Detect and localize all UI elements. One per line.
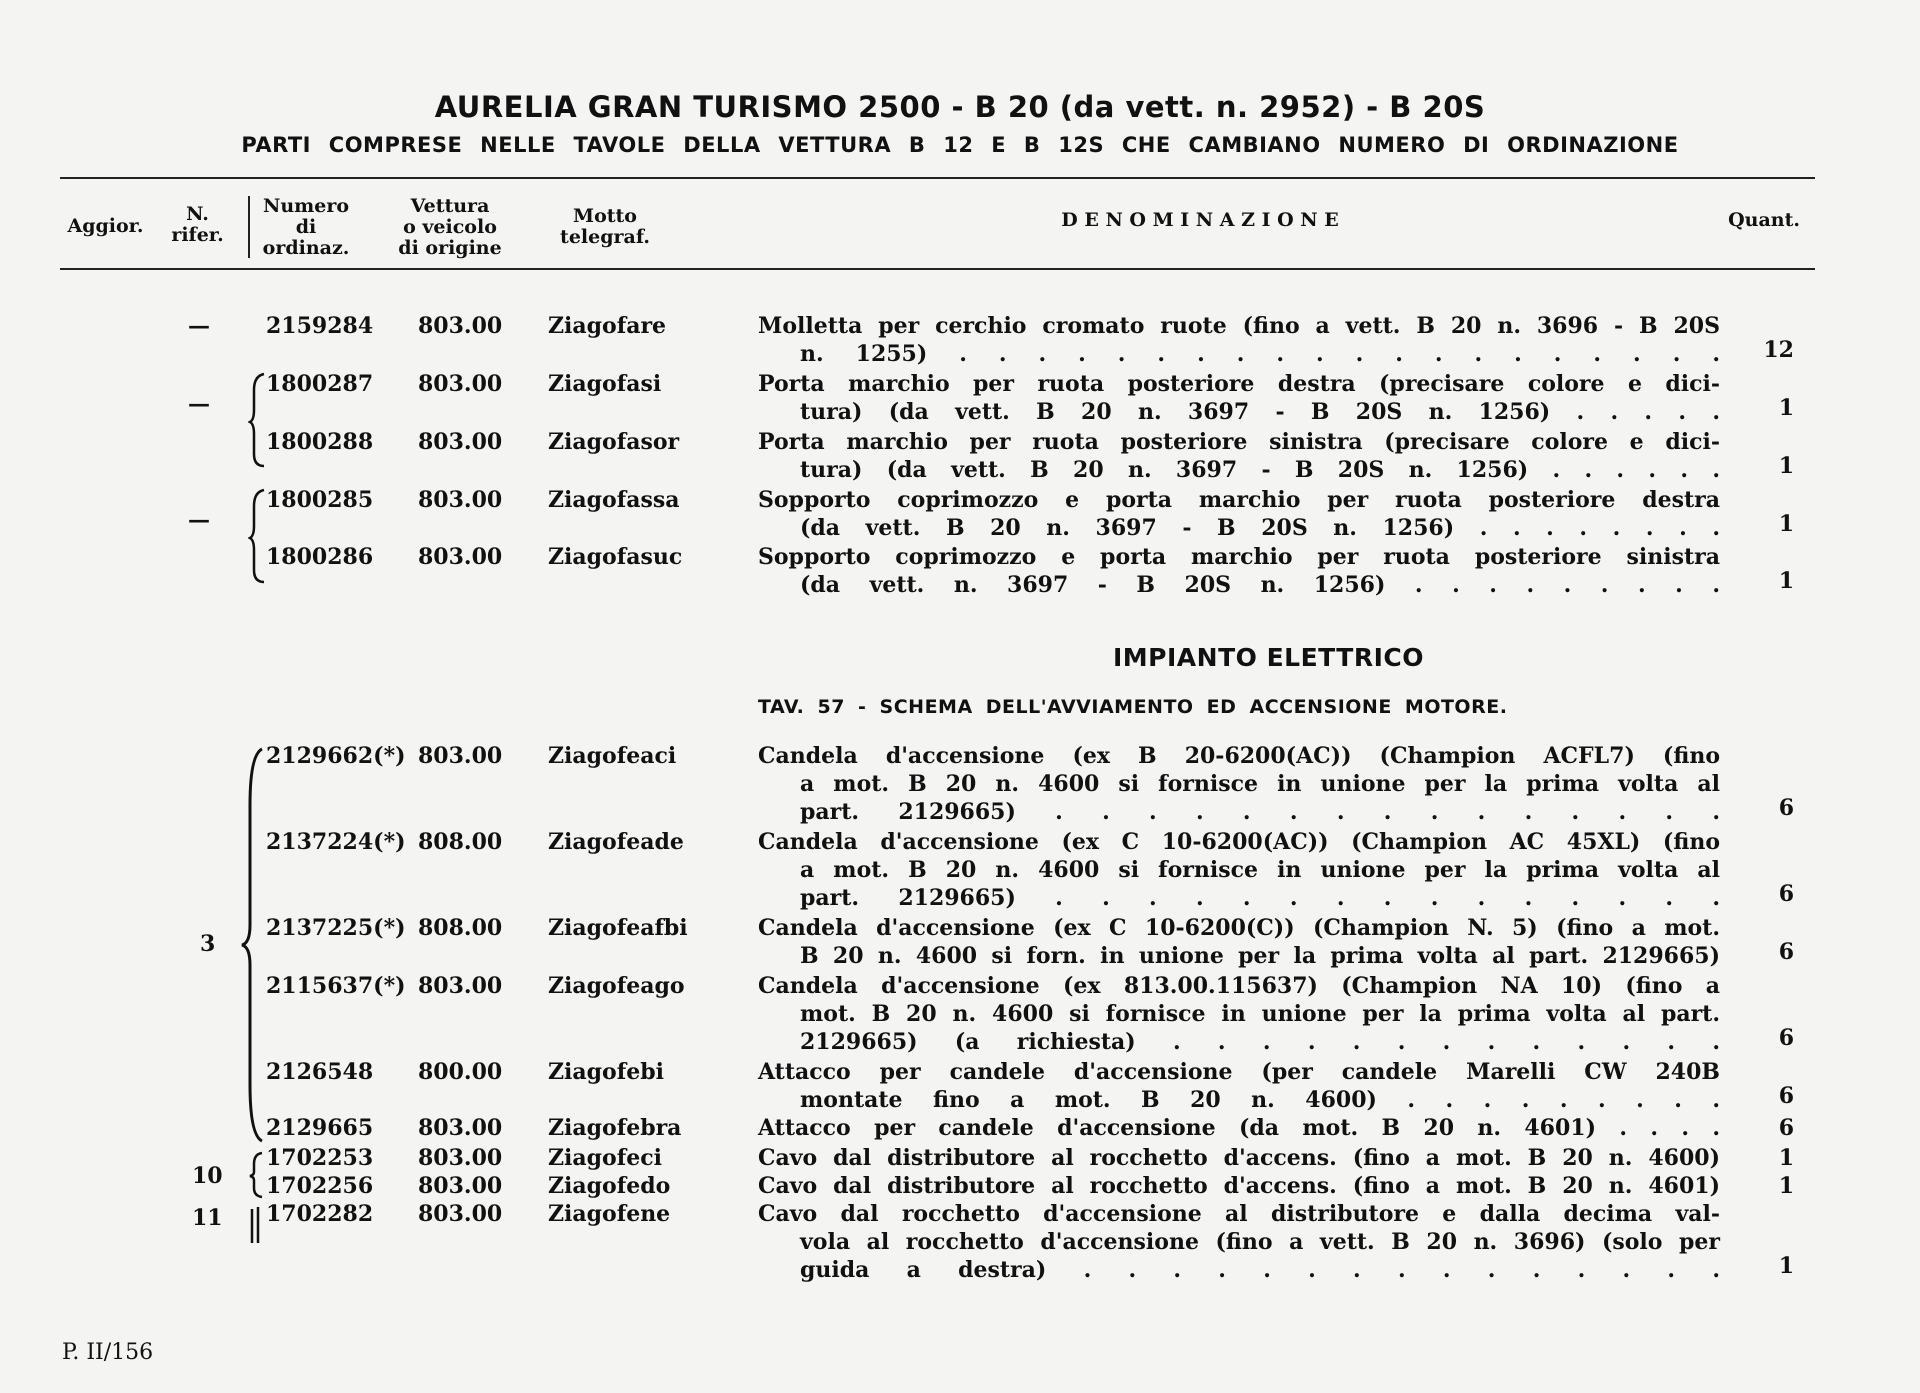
part-description <box>758 428 1720 484</box>
part-number: 2129665 <box>266 1115 374 1141</box>
description-line: Molletta per cerchio cromato ruote (fino a vett. B 20 n. 3696 - B 20S <box>758 313 1720 339</box>
vehicle-code: 803.00 <box>418 487 503 513</box>
vehicle-code: 803.00 <box>418 371 503 397</box>
part-description <box>758 1200 1720 1284</box>
part-number: 2159284 <box>266 313 374 339</box>
telegraph-code: Ziagofasuc <box>548 544 683 570</box>
quantity: 1 <box>1778 453 1794 479</box>
part-description <box>758 828 1720 912</box>
description-line: Cavo dal rocchetto d'accensione al distributore e dalla decima val- <box>758 1201 1720 1227</box>
part-number: 2129662(*) <box>266 743 406 769</box>
description-line: Candela d'accensione (ex B 20-6200(AC)) (Champion ACFL7) (fino <box>758 743 1720 769</box>
quantity: 1 <box>1778 568 1794 594</box>
telegraph-code: Ziagofasi <box>548 371 662 397</box>
part-description <box>758 914 1720 970</box>
quantity: 1 <box>1778 1253 1794 1279</box>
description-line: Sopporto coprimozzo e porta marchio per ruota posteriore destra <box>758 487 1720 513</box>
vehicle-code: 803.00 <box>418 544 503 570</box>
description-line: guida a destra) . . . . . . . . . . . . . . . <box>800 1257 1720 1283</box>
col-aggior: Aggior. <box>67 215 144 237</box>
part-number: 2137225(*) <box>266 915 406 941</box>
description-line: Attacco per candele d'accensione (per candele Marelli CW 240B <box>758 1059 1720 1085</box>
quantity: 12 <box>1763 337 1794 363</box>
description-line: Porta marchio per ruota posteriore destra (precisare colore e dici- <box>758 371 1720 397</box>
rifer-group-3: 3 <box>200 931 216 957</box>
description-line: part. 2129665) . . . . . . . . . . . . . . . <box>800 885 1720 911</box>
quantity: 6 <box>1778 881 1794 907</box>
vehicle-code: 803.00 <box>418 1201 503 1227</box>
vehicle-code: 803.00 <box>418 973 503 999</box>
part-number: 1800286 <box>266 544 374 570</box>
group-brace-large <box>238 745 268 1145</box>
group-bar <box>246 1205 266 1245</box>
vehicle-code: 808.00 <box>418 829 503 855</box>
description-line: 2129665) (a richiesta) . . . . . . . . . . . . . <box>800 1029 1720 1055</box>
part-number: 2137224(*) <box>266 829 406 855</box>
description-line: tura) (da vett. B 20 n. 3697 - B 20S n. 1256) . . . . . <box>800 399 1720 425</box>
rifer-group-10: 10 <box>192 1163 223 1189</box>
description-line: Porta marchio per ruota posteriore sinistra (precisare colore e dici- <box>758 429 1720 455</box>
header-top-rule <box>60 177 1815 179</box>
col-denominazione: D E N O M I N A Z I O N E <box>1061 209 1339 231</box>
telegraph-code: Ziagofeago <box>548 973 685 999</box>
part-description <box>758 1058 1720 1114</box>
quantity: 6 <box>1778 1025 1794 1051</box>
page-title: AURELIA GRAN TURISMO 2500 - B 20 (da vett. n. 2952) - B 20S <box>434 90 1486 124</box>
group-brace <box>248 370 268 470</box>
telegraph-code: Ziagofebi <box>548 1059 664 1085</box>
part-description <box>758 1172 1720 1200</box>
description-line: a mot. B 20 n. 4600 si fornisce in unione per la prima volta al <box>800 771 1720 797</box>
col-numero: Numero di ordinaz. <box>262 195 350 259</box>
description-line: montate fino a mot. B 20 n. 4600) . . . . . . . . . <box>800 1087 1720 1113</box>
part-description <box>758 742 1720 826</box>
description-line: B 20 n. 4600 si forn. in unione per la prima volta al part. 2129665) <box>800 943 1720 969</box>
part-number: 1702256 <box>266 1173 374 1199</box>
quantity: 6 <box>1778 1115 1794 1141</box>
page-subtitle: PARTI COMPRESE NELLE TAVOLE DELLA VETTURA B 12 E B 12S CHE CAMBIANO NUMERO DI ORDINAZIONE <box>241 133 1679 157</box>
description-line: (da vett. n. 3697 - B 20S n. 1256) . . . . . . . . . <box>800 572 1720 598</box>
quantity: 6 <box>1778 795 1794 821</box>
part-description <box>758 543 1720 599</box>
telegraph-code: Ziagofeade <box>548 829 684 855</box>
tav-heading: TAV. 57 - SCHEMA DELL'AVVIAMENTO ED ACCENSIONE MOTORE. <box>758 696 1508 718</box>
telegraph-code: Ziagofeci <box>548 1145 662 1171</box>
description-line: (da vett. B 20 n. 3697 - B 20S n. 1256) . . . . . . . . <box>800 515 1720 541</box>
description-line: mot. B 20 n. 4600 si fornisce in unione per la prima volta al part. <box>800 1001 1720 1027</box>
vehicle-code: 803.00 <box>418 1145 503 1171</box>
quantity: 1 <box>1778 1145 1794 1171</box>
col-vettura: Vettura o veicolo di origine <box>398 195 502 259</box>
part-number: 1702282 <box>266 1201 374 1227</box>
telegraph-code: Ziagofasor <box>548 429 680 455</box>
page-number: P. II/156 <box>62 1340 154 1365</box>
header-separator <box>248 196 250 258</box>
quantity: 1 <box>1778 395 1794 421</box>
telegraph-code: Ziagofene <box>548 1201 671 1227</box>
telegraph-code: Ziagofeaci <box>548 743 677 769</box>
description-line: Cavo dal distributore al rocchetto d'accens. (fino a mot. B 20 n. 4601) <box>758 1173 1720 1199</box>
description-line: Candela d'accensione (ex C 10-6200(AC)) (Champion AC 45XL) (fino <box>758 829 1720 855</box>
quantity: 6 <box>1778 939 1794 965</box>
part-description <box>758 370 1720 426</box>
quantity: 1 <box>1778 511 1794 537</box>
col-rifer: N. rifer. <box>171 203 224 246</box>
description-line: n. 1255) . . . . . . . . . . . . . . . . . . . . <box>800 341 1720 367</box>
group-brace <box>248 486 268 586</box>
description-line: vola al rocchetto d'accensione (fino a vett. B 20 n. 3696) (solo per <box>800 1229 1720 1255</box>
part-description <box>758 312 1720 368</box>
vehicle-code: 803.00 <box>418 313 503 339</box>
vehicle-code: 803.00 <box>418 1115 503 1141</box>
section-title: IMPIANTO ELETTRICO <box>1113 643 1425 672</box>
description-line: Attacco per candele d'accensione (da mot. B 20 n. 4601) . . . . <box>758 1115 1720 1141</box>
part-number: 1800285 <box>266 487 374 513</box>
part-number: 2126548 <box>266 1059 374 1085</box>
vehicle-code: 803.00 <box>418 429 503 455</box>
vehicle-code: 808.00 <box>418 915 503 941</box>
description-line: tura) (da vett. B 20 n. 3697 - B 20S n. 1256) . . . . . . <box>800 457 1720 483</box>
description-line: part. 2129665) . . . . . . . . . . . . . . . <box>800 799 1720 825</box>
part-number: 1800288 <box>266 429 374 455</box>
rifer-dash: — <box>188 313 210 339</box>
vehicle-code: 803.00 <box>418 1173 503 1199</box>
description-line: Cavo dal distributore al rocchetto d'accens. (fino a mot. B 20 n. 4600) <box>758 1145 1720 1171</box>
part-description <box>758 486 1720 542</box>
col-quant: Quant. <box>1728 209 1800 231</box>
quantity: 6 <box>1778 1083 1794 1109</box>
description-line: Candela d'accensione (ex C 10-6200(C)) (Champion N. 5) (fino a mot. <box>758 915 1720 941</box>
part-description <box>758 1144 1720 1172</box>
rifer-dash: — <box>188 391 210 417</box>
telegraph-code: Ziagofassa <box>548 487 680 513</box>
rifer-group-11: 11 <box>192 1205 223 1231</box>
part-number: 2115637(*) <box>266 973 406 999</box>
quantity: 1 <box>1778 1173 1794 1199</box>
telegraph-code: Ziagofeafbi <box>548 915 688 941</box>
rifer-dash: — <box>188 507 210 533</box>
telegraph-code: Ziagofebra <box>548 1115 682 1141</box>
vehicle-code: 800.00 <box>418 1059 503 1085</box>
col-motto: Motto telegraf. <box>560 205 650 248</box>
telegraph-code: Ziagofedo <box>548 1173 671 1199</box>
description-line: a mot. B 20 n. 4600 si fornisce in unione per la prima volta al <box>800 857 1720 883</box>
part-description <box>758 972 1720 1056</box>
description-line: Candela d'accensione (ex 813.00.115637) (Champion NA 10) (fino a <box>758 973 1720 999</box>
description-line: Sopporto coprimozzo e porta marchio per ruota posteriore sinistra <box>758 544 1720 570</box>
part-number: 1702253 <box>266 1145 374 1171</box>
header-bottom-rule <box>60 268 1815 270</box>
group-brace <box>248 1150 268 1200</box>
part-description <box>758 1114 1720 1142</box>
vehicle-code: 803.00 <box>418 743 503 769</box>
telegraph-code: Ziagofare <box>548 313 667 339</box>
part-number: 1800287 <box>266 371 374 397</box>
